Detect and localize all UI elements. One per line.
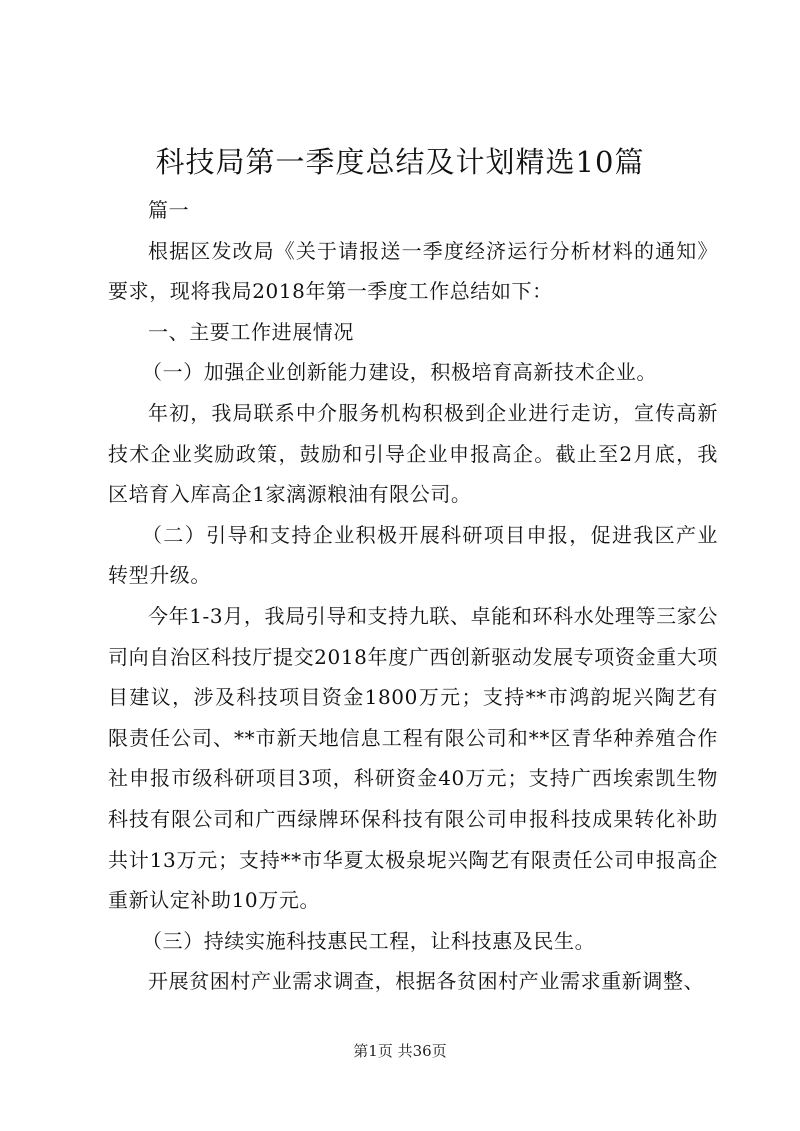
page-footer: 第1页 共36页 (353, 1042, 447, 1060)
subheading-3: （三）持续实施科技惠民工程，让科技惠及民生。 (142, 928, 596, 953)
section-label: 篇一 (148, 198, 190, 222)
subheading-1: （一）加强企业创新能力建设，积极培育高新技术企业。 (142, 360, 657, 385)
subheading-2: （二）引导和支持企业积极开展科研项目申报，促进我区产业转型升级。 (108, 522, 718, 588)
paragraph-1: 年初，我局联系中介服务机构积极到企业进行走访，宣传高新技术企业奖励政策，鼓励和引导企业申报高企。截止至2月底，我区培育入库高企1家漓源粮油有限公司。 (108, 400, 718, 507)
document-body (108, 190, 718, 1002)
paragraph-3: 开展贫困村产业需求调查，根据各贫困村产业需求重新调整、 (148, 969, 705, 994)
document-title: 科技局第一季度总结及计划精选10篇 (155, 145, 645, 179)
paragraph-2: 今年1-3月，我局引导和支持九联、卓能和环科水处理等三家公司向自治区科技厅提交2018年度广西创新驱动发展专项资金重大项目建议，涉及科技项目资金1800万元；支持**市鸿韵坭兴陶艺有限责任公司、**市新天地信息工程有限公司和**区青华种养殖合作社申报市级科研项目3项，科研资金40万元；支持广西埃索凯生物科技有限公司和广西绿牌环保科技有限公司申报科技成果转化补助共计13万元；支持**市华夏太极泉坭兴陶艺有限责任公司申报高企重新认定补助10万元。 (108, 603, 718, 913)
heading-main-progress: 一、主要工作进展情况 (148, 319, 354, 344)
paragraph-intro: 根据区发改局《关于请报送一季度经济运行分析材料的通知》要求，现将我局2018年第一季度工作总结如下： (108, 238, 718, 304)
